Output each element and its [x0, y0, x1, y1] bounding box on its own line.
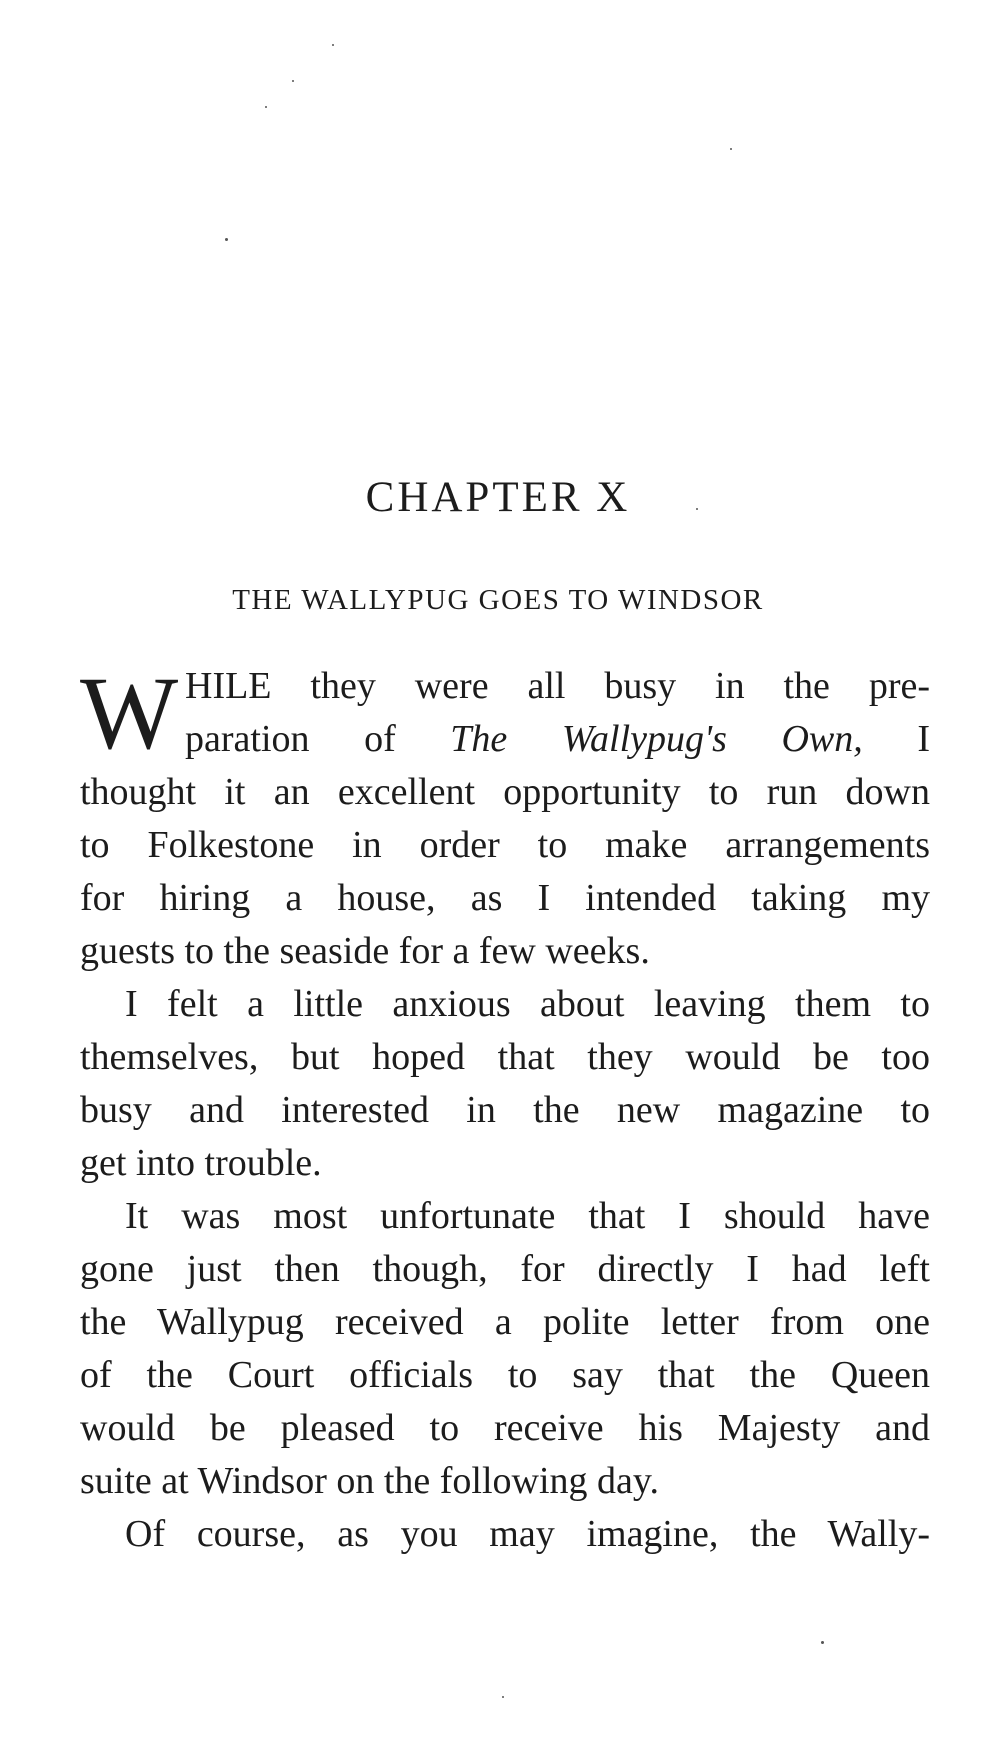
text-line: would be pleased to receive his Majesty and	[80, 1407, 930, 1449]
text-line	[185, 713, 930, 766]
text-line: busy and interested in the new magazine to	[80, 1089, 930, 1131]
italic-title: The Wallypug's Own,	[450, 718, 863, 760]
scan-speck	[502, 1696, 504, 1698]
text-line: suite at Windsor on the following day.	[80, 1460, 659, 1502]
text-line: gone just then though, for directly I had left	[80, 1248, 930, 1290]
text-line: guests to the seaside for a few weeks.	[80, 930, 650, 972]
text-line: It was most unfortunate that I should have	[125, 1195, 930, 1237]
text-line: of the Court officials to say that the Queen	[80, 1354, 930, 1396]
text-line: for hiring a house, as I intended taking my	[80, 877, 930, 919]
text-fragment: paration of	[185, 718, 451, 760]
drop-cap: W	[80, 656, 179, 771]
text-line: to Folkestone in order to make arrangements	[80, 824, 930, 866]
scan-speck	[821, 1641, 824, 1644]
chapter-title: CHAPTER X	[365, 474, 631, 521]
scan-speck	[332, 44, 334, 46]
text-line: thought it an excellent opportunity to run down	[80, 771, 930, 813]
text-line: themselves, but hoped that they would be too	[80, 1036, 930, 1078]
scan-speck	[730, 148, 732, 150]
chapter-subtitle: THE WALLYPUG GOES TO WINDSOR	[232, 584, 764, 616]
scan-speck	[292, 80, 294, 82]
scan-speck	[225, 238, 228, 241]
text-line: HILE they were all busy in the pre-	[185, 665, 930, 707]
text-fragment: I	[862, 718, 931, 760]
scan-speck	[265, 106, 267, 108]
text-line: the Wallypug received a polite letter from one	[80, 1301, 930, 1343]
text-line: I felt a little anxious about leaving them to	[125, 983, 930, 1025]
text-line: Of course, as you may imagine, the Wally-	[125, 1513, 930, 1555]
text-line: get into trouble.	[80, 1142, 322, 1184]
